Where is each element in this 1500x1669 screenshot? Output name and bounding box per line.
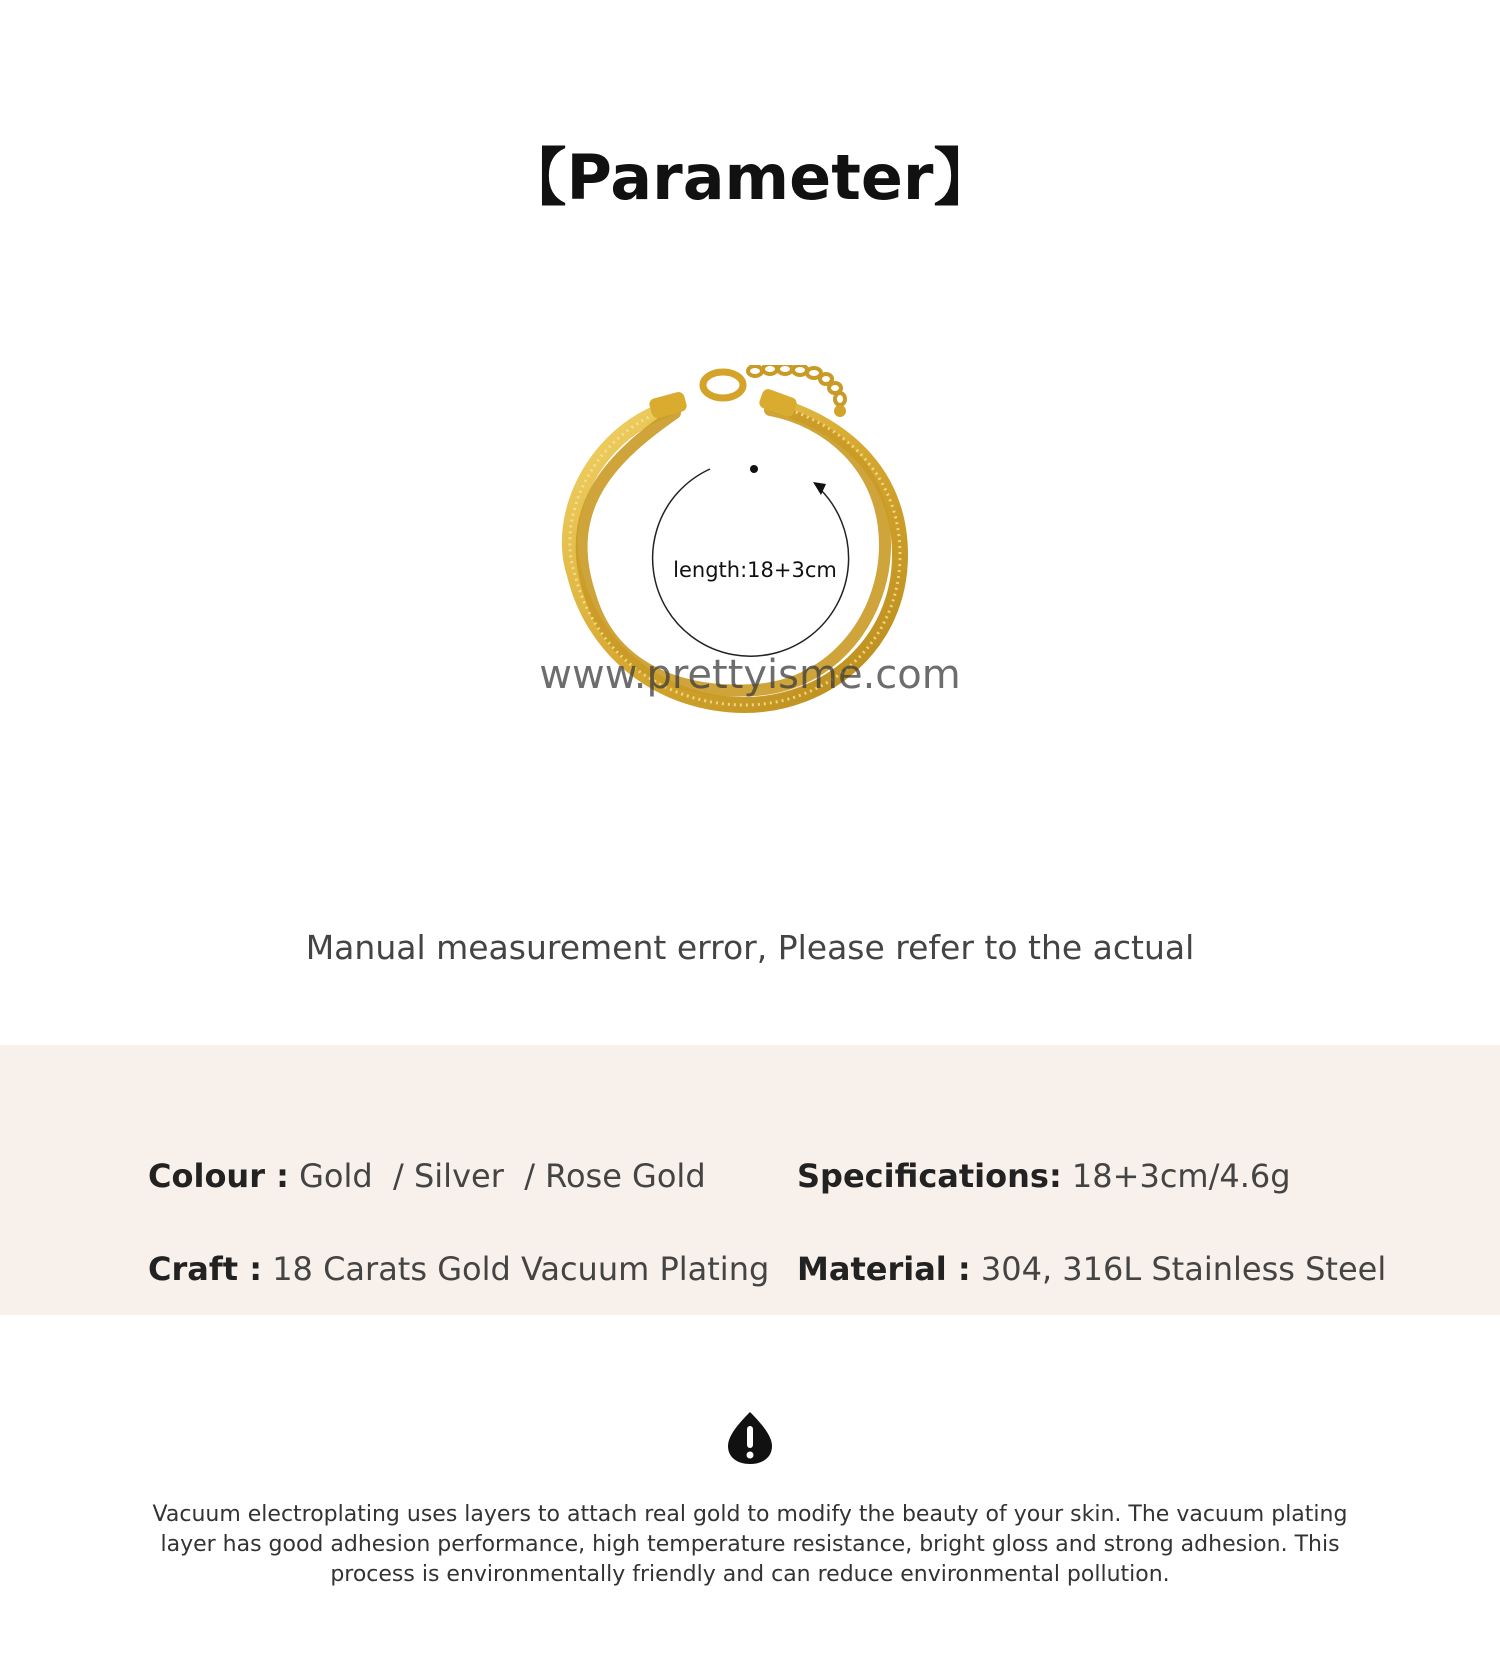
- length-label: length:18+3cm: [673, 558, 837, 582]
- spec-colour: [148, 1157, 706, 1195]
- spec-material-value: 304, 316L Stainless Steel: [980, 1250, 1387, 1288]
- page-title: 【Parameter】: [504, 141, 996, 214]
- exclamation-drop-icon: [726, 1410, 774, 1466]
- spec-craft: [148, 1250, 769, 1288]
- spec-material-key: Material :: [797, 1250, 971, 1288]
- spec-material: [797, 1250, 1386, 1288]
- spec-colour-key: Colour :: [148, 1157, 289, 1195]
- spec-craft-value: 18 Carats Gold Vacuum Plating: [272, 1250, 770, 1288]
- spec-specifications-key: Specifications:: [797, 1157, 1062, 1195]
- spec-colour-value: Gold / Silver / Rose Gold: [299, 1157, 706, 1195]
- spec-craft-key: Craft :: [148, 1250, 263, 1288]
- plating-description: Vacuum electroplating uses layers to attach real gold to modify the beauty of your skin. The vacuum plating layer has good adhesion performance, high temperature resistance, bright gloss and strong adhesion. This process is environmentally friendly and can reduce environmental pollution.: [152, 1502, 1348, 1587]
- measurement-note: Manual measurement error, Please refer to the actual: [305, 928, 1195, 967]
- spec-panel: [0, 1045, 1500, 1315]
- spec-specifications: [797, 1157, 1291, 1195]
- spec-specifications-value: 18+3cm/4.6g: [1071, 1157, 1291, 1195]
- watermark-text: www.prettyisme.com: [539, 652, 961, 698]
